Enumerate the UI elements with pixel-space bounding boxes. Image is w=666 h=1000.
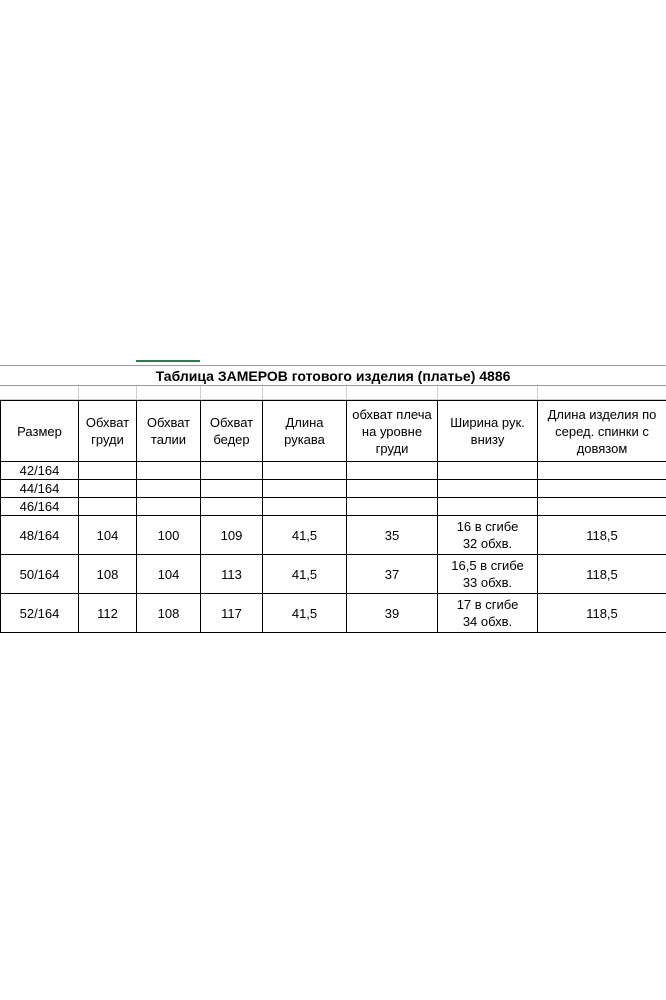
table-row [1,462,666,480]
header-cell-size: Размер [1,401,79,462]
sleeve-cell: 41,5 [263,555,347,594]
waist-cell [137,462,201,480]
header-cell-sleeve: Длина рукава [263,401,347,462]
chest-cell: 104 [79,516,137,555]
length-cell: 118,5 [538,594,666,633]
chest-cell [79,462,137,480]
size-cell: 44/164 [1,480,79,498]
blank-cell-divider [537,386,538,400]
sleeve-cell [263,462,347,480]
length-cell [538,498,666,516]
length-cell: 118,5 [538,516,666,555]
cuff-width-cell [438,480,538,498]
hips-cell: 117 [201,594,263,633]
waist-cell: 104 [137,555,201,594]
cuff-fold-value: 16 в сгибе [456,519,519,534]
shoulder-cell: 39 [347,594,438,633]
blank-cell-divider [437,386,438,400]
sleeve-cell: 41,5 [263,516,347,555]
cuff-width-cell [438,516,538,555]
hips-cell [201,498,263,516]
shoulder-cell [347,480,438,498]
shoulder-cell [347,462,438,480]
size-cell: 46/164 [1,498,79,516]
table-title: Таблица ЗАМЕРОВ готового изделия (платье) 4886 [0,366,666,386]
header-cell-length: Длина изделия по серед. спинки с довязом [538,401,666,462]
cuff-width-cell [438,555,538,594]
table-row [1,480,666,498]
blank-cell-divider [136,386,137,400]
waist-cell [137,480,201,498]
sleeve-cell [263,480,347,498]
cuff-girth-value: 32 обхв. [462,536,513,551]
length-cell [538,480,666,498]
blank-cell-divider [346,386,347,400]
waist-cell [137,498,201,516]
chest-cell: 112 [79,594,137,633]
hips-cell: 113 [201,555,263,594]
blank-spreadsheet-row [0,386,666,400]
cuff-fold-value: 17 в сгибе [456,597,519,612]
blank-cell-divider [78,386,79,400]
chest-cell [79,480,137,498]
cuff-width-cell [438,498,538,516]
header-cell-waist: Обхват талии [137,401,201,462]
blank-cell-divider [262,386,263,400]
cuff-girth-value: 34 обхв. [462,614,513,629]
size-cell: 48/164 [1,516,79,555]
header-cell-chest: Обхват груди [79,401,137,462]
waist-cell: 100 [137,516,201,555]
sleeve-cell: 41,5 [263,594,347,633]
header-cell-shoulder: обхват плеча на уровне груди [347,401,438,462]
chest-cell [79,498,137,516]
sleeve-cell [263,498,347,516]
cuff-width-cell [438,462,538,480]
header-cell-hips: Обхват бедер [201,401,263,462]
hips-cell [201,462,263,480]
blank-cell-divider [200,386,201,400]
shoulder-cell [347,498,438,516]
hips-cell [201,480,263,498]
size-cell: 52/164 [1,594,79,633]
size-cell: 42/164 [1,462,79,480]
hips-cell: 109 [201,516,263,555]
cuff-width-cell [438,594,538,633]
measurements-table [0,400,666,633]
shoulder-cell: 37 [347,555,438,594]
table-row [1,555,666,594]
waist-cell: 108 [137,594,201,633]
cuff-girth-value: 33 обхв. [462,575,513,590]
table-row [1,516,666,555]
selected-cell-marker [136,360,200,362]
length-cell [538,462,666,480]
header-cell-cuff-width: Ширина рук. внизу [438,401,538,462]
cuff-fold-value: 16,5 в сгибе [451,558,524,573]
length-cell: 118,5 [538,555,666,594]
table-row [1,594,666,633]
table-row [1,498,666,516]
shoulder-cell: 35 [347,516,438,555]
chest-cell: 108 [79,555,137,594]
size-cell: 50/164 [1,555,79,594]
header-row [1,401,666,462]
